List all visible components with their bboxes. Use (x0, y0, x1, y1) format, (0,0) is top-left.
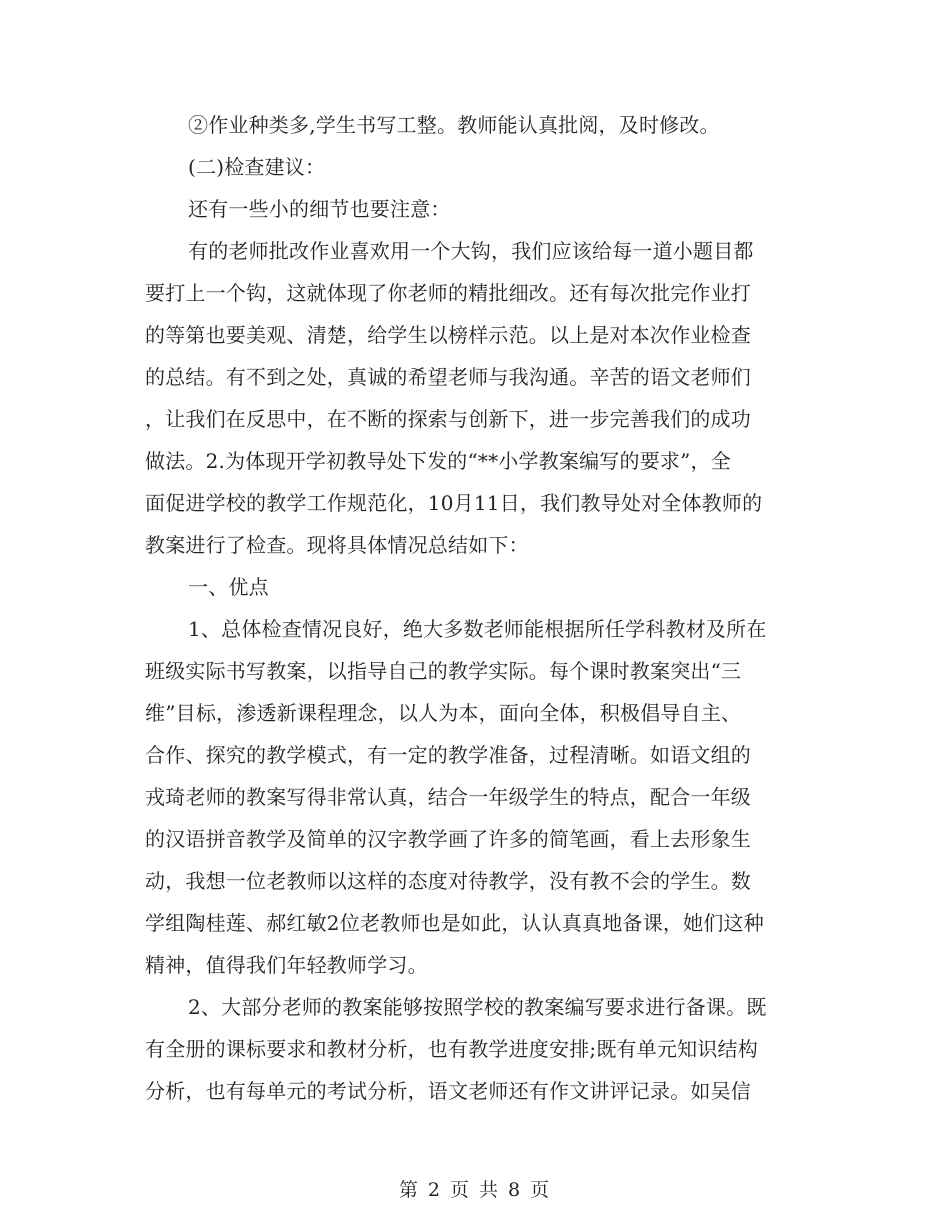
text-line: 要打上一个钩，这就体现了你老师的精批细改。还有每次批完作业打 (145, 281, 751, 305)
paragraph-start: 1、总体检查情况良好，绝大多数老师能根据所任学科教材及所在 (188, 617, 767, 641)
text-line: 面促进学校的教学工作规范化，10月11日，我们教导处对全体教师的 (145, 491, 763, 515)
text-line: 班级实际书写教案，以指导自己的教学实际。每个课时教案突出“三 (145, 659, 742, 683)
paragraph-start: 有的老师批改作业喜欢用一个大钩，我们应该给每一道小题目都 (188, 239, 754, 263)
text-line: 还有一些小的细节也要注意： (188, 197, 451, 221)
text-line: 学组陶桂莲、郝红敏2位老教师也是如此，认认真真地备课，她们这种 (145, 911, 764, 935)
text-line: 动，我想一位老教师以这样的态度对待教学，没有教不会的学生。数 (145, 869, 751, 893)
text-line: ，让我们在反思中，在不断的探索与创新下，进一步完善我们的成功 (145, 407, 751, 431)
page-number-footer: 第 2 页 共 8 页 (398, 1179, 552, 1201)
section-heading: 一、优点 (188, 575, 269, 599)
text-line: 分析，也有每单元的考试分析，语文老师还有作文讲评记录。如吴信 (145, 1079, 751, 1103)
text-line: 的总结。有不到之处，真诚的希望老师与我沟通。辛苦的语文老师们 (145, 365, 751, 389)
text-line: 戎琦老师的教案写得非常认真，结合一年级学生的特点，配合一年级 (145, 785, 751, 809)
text-line: 维”目标，渗透新课程理念，以人为本，面向全体，积极倡导自主、 (145, 701, 742, 725)
text-line: 有全册的课标要求和教材分析，也有教学进度安排;既有单元知识结构 (145, 1037, 758, 1061)
section-heading: (二)检查建议： (188, 155, 326, 179)
paragraph-start: 2、大部分老师的教案能够按照学校的教案编写要求进行备课。既 (188, 995, 767, 1019)
text-line: 做法。2.为体现开学初教导处下发的“**小学教案编写的要求”，全 (145, 449, 731, 473)
text-line: 精神，值得我们年轻教师学习。 (145, 953, 428, 977)
text-line: 教案进行了检查。现将具体情况总结如下： (145, 533, 529, 557)
text-line: 的等第也要美观、清楚，给学生以榜样示范。以上是对本次作业检查 (145, 323, 751, 347)
text-line: 的汉语拼音教学及简单的汉字教学画了许多的简笔画，看上去形象生 (145, 827, 751, 851)
text-line: ②作业种类多,学生书写工整。教师能认真批阅，及时修改。 (188, 113, 720, 137)
text-line: 合作、探究的教学模式，有一定的教学准备，过程清晰。如语文组的 (145, 743, 751, 767)
